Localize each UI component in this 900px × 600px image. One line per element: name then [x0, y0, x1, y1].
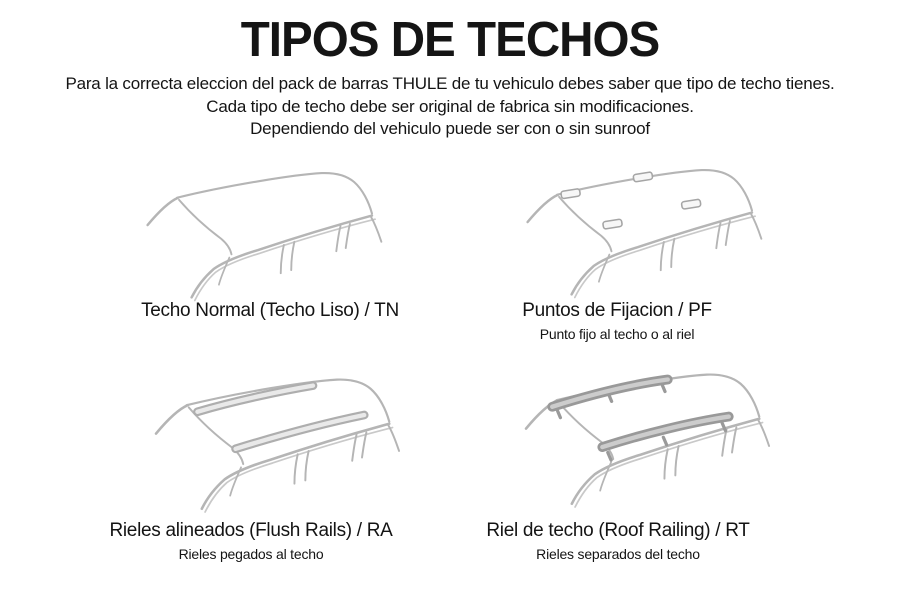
caption-puntos-fijacion: [392, 300, 842, 342]
intro-line-2: Cada tipo de techo debe ser original de fabrica sin modificaciones.: [206, 96, 694, 116]
intro-line-1: Para la correcta eleccion del pack de barras THULE de tu vehiculo debes saber que tipo de techo tienes.: [65, 74, 835, 93]
fixed-point-roof-illustration: [498, 157, 813, 309]
roof-type-label: Rieles alineados (Flush Rails) / RA: [109, 520, 393, 541]
techo-normal-roof-illustration: [118, 160, 433, 312]
caption-riel-de-techo: [393, 520, 843, 562]
flush-rails-roof-illustration: [124, 366, 454, 524]
roof-type-sublabel: Punto fijo al techo o al riel: [539, 326, 695, 342]
roof-type-label: Puntos de Fijacion / PF: [522, 300, 712, 321]
intro-line-3: Dependiendo del vehiculo puede ser con o sin sunroof: [250, 119, 650, 138]
intro-text: [0, 73, 900, 141]
roof-type-label: Techo Normal (Techo Liso) / TN: [141, 300, 399, 321]
roof-type-label: Riel de techo (Roof Railing) / RT: [486, 520, 750, 541]
page-title: TIPOS DE TECHOS: [240, 13, 660, 67]
roof-railing-roof-illustration: [494, 361, 824, 519]
roof-type-sublabel: Rieles separados del techo: [536, 546, 700, 562]
roof-type-sublabel: Rieles pegados al techo: [178, 546, 324, 562]
raised-rails: [552, 380, 729, 461]
